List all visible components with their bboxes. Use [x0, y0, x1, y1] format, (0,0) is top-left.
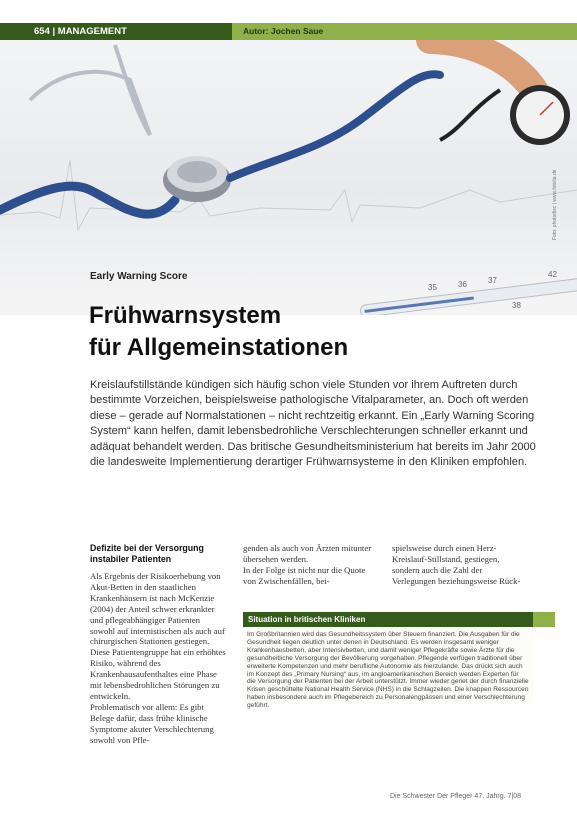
- column-2-paragraph-2: In der Folge ist nicht nur die Quote von Zwischenfällen, bei-: [243, 564, 366, 586]
- page-footer: Die Schwester Der Pfleger 47. Jahrg. 7|08: [390, 793, 521, 800]
- column-subhead: Defizite bei der Versorgung instabiler Patienten: [90, 543, 204, 564]
- info-box: [243, 612, 533, 710]
- header-bar: [0, 23, 577, 40]
- column-2: [243, 543, 377, 587]
- title-line-2: für Allgemeinstationen: [89, 334, 349, 361]
- thermometer-icon: [360, 278, 577, 315]
- section-label: 654 | MANAGEMENT: [0, 23, 232, 40]
- article-lead: Kreislaufstillstände kündigen sich häufig schon viele Stunden vor ihrem Auftreten durch bestimmte Vorzeichen, beispielsweise pathologische Vitalparameter, an. Doch oft werden diese – gerade auf Normalstationen – nicht rechtzeitig erkannt. Ein „Early Warning Scoring System“ kann helfen, damit lebensbedrohliche Verschlechterungen schneller erkannt und adäquat behandelt werden. Das britische Gesundheitsministerium hat bereits im Jahr 2000 die landesweite Implementierung derartiger Frühwarnsysteme in den Kliniken empfohlen.: [90, 379, 536, 469]
- thermo-label-4: 38: [512, 301, 521, 310]
- column-1: [90, 543, 226, 746]
- thermo-label-1: 35: [428, 283, 437, 292]
- thermo-label-2: 36: [458, 280, 467, 289]
- author-label: Autor: Jochen Saue: [243, 26, 324, 36]
- stethoscope-illustration: [0, 40, 577, 315]
- info-box-title: Situation in britischen Kliniken: [243, 612, 533, 627]
- thermo-label-3: 37: [488, 276, 497, 285]
- column-1-paragraph-1: Als Ergebnis der Risikoerhebung von Akut-Betten in den staatlichen Krankenhäusern ist nach McKenzie (2004) der Anteil schwer erkrankter und pflegeabhängiger Patienten sowohl auf internistischen als auch auf chirurgischen Stationen gestiegen. Diese Patientengruppe hat ein erhöhtes Risiko, während des Krankenhausaufenthaltes eine Phase mit lebensbedrohlichen Störungen zu entwickeln.: [90, 571, 226, 701]
- title-line-1: Frühwarnsystem: [89, 302, 282, 329]
- column-3-paragraph-1: spielsweise durch einen Herz-Kreislauf-Stillstand, gestiegen, sondern auch die Zahl der Verlegungen beziehungsweise Rück-: [392, 543, 521, 586]
- article-kicker: Early Warning Score: [90, 271, 188, 282]
- photo-credit: Foto: photodisc | www.fotolia.de: [552, 169, 558, 240]
- thermo-label-5: 42: [548, 270, 557, 279]
- hero-image: [0, 40, 577, 315]
- info-box-accent: [533, 612, 555, 627]
- column-3: [392, 543, 528, 587]
- column-2-paragraph-1: genden als auch von Ärzten mitunter übersehen werden.: [243, 543, 372, 564]
- article-title: [89, 300, 348, 364]
- column-1-paragraph-2: Problematisch vor allem: Es gibt Belege dafür, dass frühe klinische Symptome akuter Verschlechterung sowohl von Pfle-: [90, 701, 214, 745]
- info-box-body: Im Großbritannien wird das Gesundheitssystem über Steuern finanziert. Die Ausgaben für die Gesundheit liegen deutlich unter denen in Deutschland. Es werden insgesamt weniger Krankenhausbetten, aber Intensivbetten, und damit weniger Pflegekräfte sowie Ärzte für die gesundheitliche Versorgung der Bevölkerung vorgehalten. Pflegende verfügen traditionell über erweiterte Kompetenzen und mehr berufliche Autonomie als hierzulande. Das drückt sich auch im Konzept des „Primary Nursing“ aus, im angloamerikanischen Bereich werden Experten für die Versorgung der Patienten bei der Arbeit unterstützt. Immer wieder geriet der durch finanzielle Krisen geschüttelte National Health Service (NHS) in die Schlagzeilen. Die knappen Ressourcen haben insbesondere auch im Pflegebereich zu Personalengpässen und einer Verschlechterung geführt.: [247, 631, 529, 710]
